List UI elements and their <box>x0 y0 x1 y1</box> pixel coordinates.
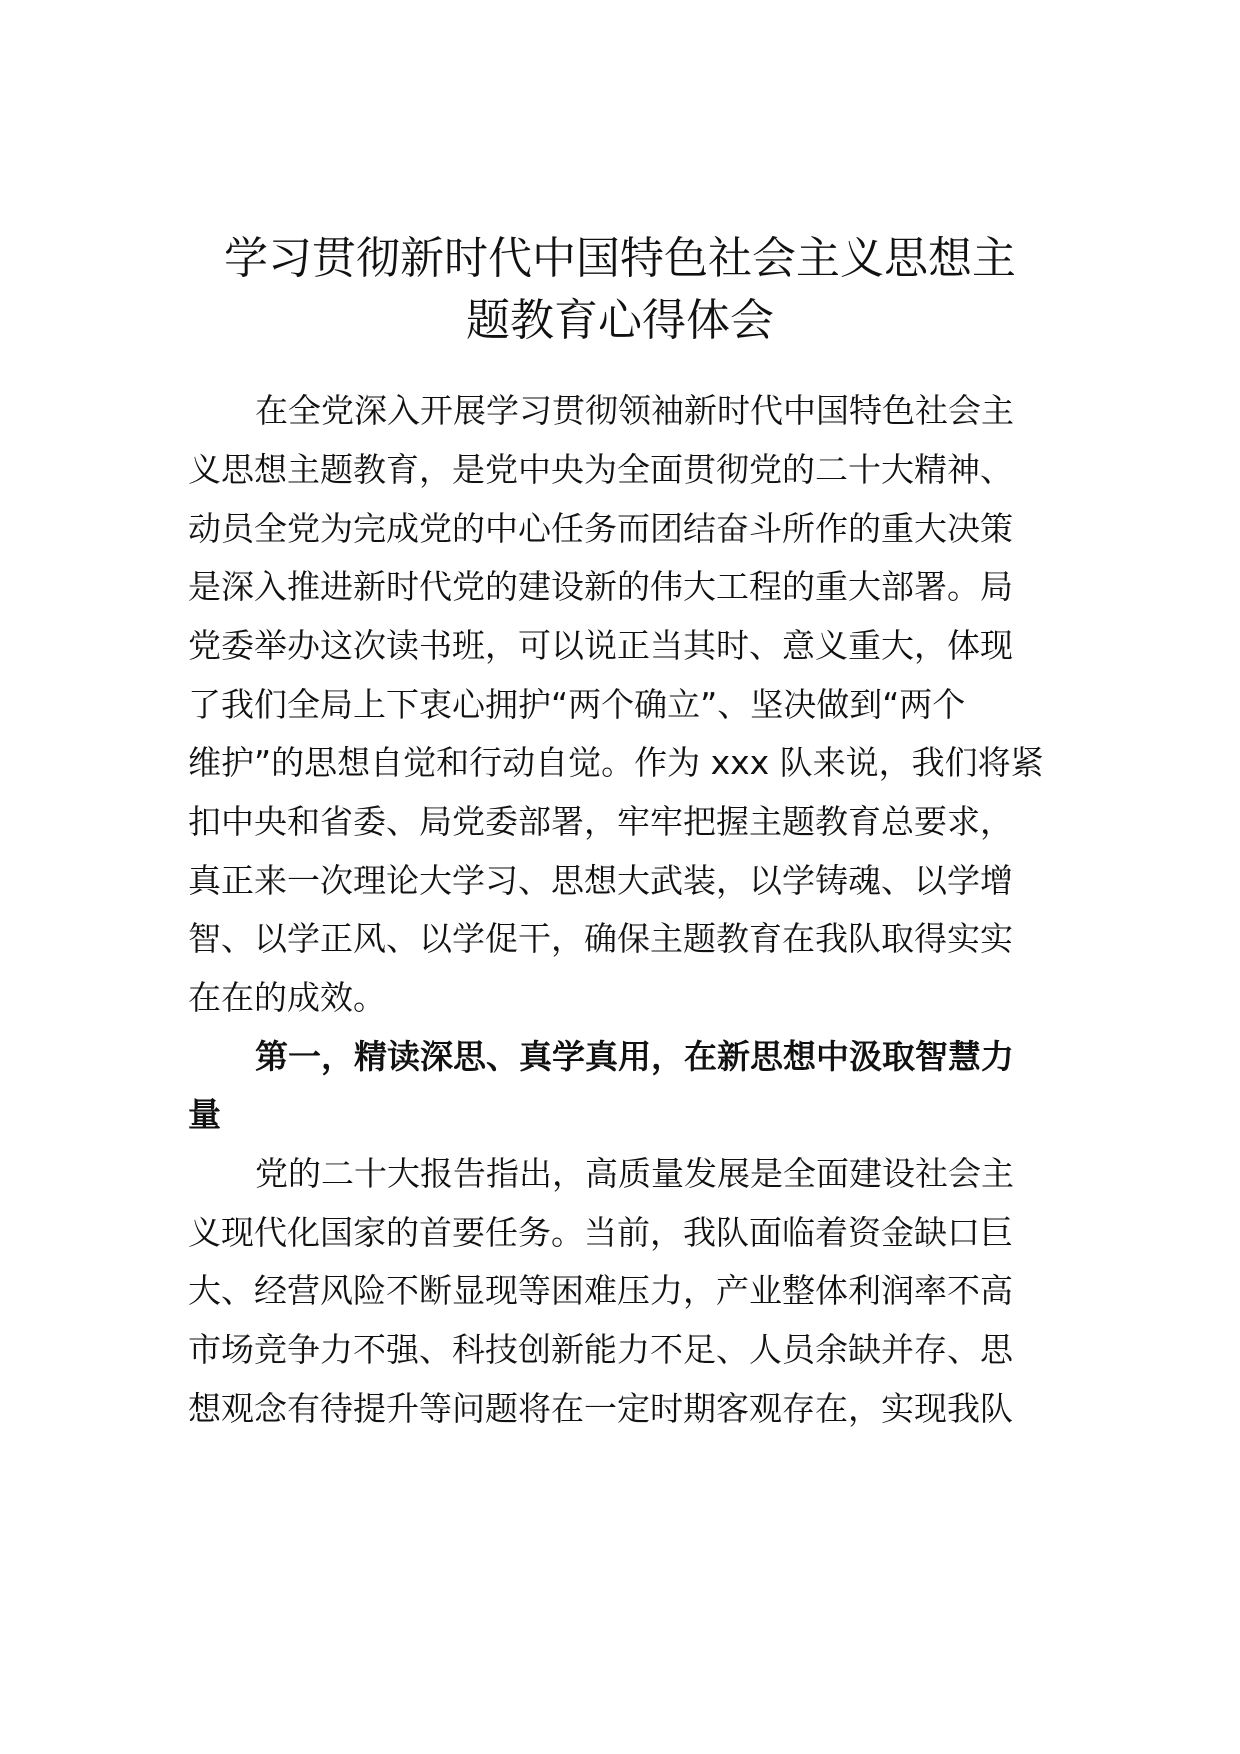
paragraph-line: 党的二十大报告指出，高质量发展是全面建设社会主 <box>255 1154 1014 1193</box>
paragraph-line: 义思想主题教育，是党中央为全面贯彻党的二十大精神、 <box>188 450 1013 489</box>
paragraph-line: 扣中央和省委、局党委部署，牢牢把握主题教育总要求， <box>188 802 1013 841</box>
paragraph-line: 大、经营风险不断显现等困难压力，产业整体利润率不高 <box>188 1271 1013 1310</box>
title-line: 题教育心得体会 <box>466 295 774 346</box>
paragraph-line: 市场竞争力不强、科技创新能力不足、人员余缺并存、思 <box>188 1330 1013 1369</box>
paragraph-line: 党委举办这次读书班，可以说正当其时、意义重大，体现 <box>188 626 1013 665</box>
paragraph-line: 是深入推进新时代党的建设新的伟大工程的重大部署。局 <box>188 567 1013 606</box>
title-line: 学习贯彻新时代中国特色社会主义思想主 <box>224 233 1016 284</box>
paragraph-line: 在全党深入开展学习贯彻领袖新时代中国特色社会主 <box>255 391 1014 430</box>
paragraph-line: 义现代化国家的首要任务。当前，我队面临着资金缺口巨 <box>188 1213 1013 1252</box>
paragraph-line: 真正来一次理论大学习、思想大武装，以学铸魂、以学增 <box>188 861 1013 900</box>
paragraph-line: 动员全党为完成党的中心任务而团结奋斗所作的重大决策 <box>188 509 1013 548</box>
section-heading-line: 量 <box>188 1095 221 1134</box>
paragraph-line: 智、以学正风、以学促干，确保主题教育在我队取得实实 <box>188 919 1013 958</box>
paragraph-line: 想观念有待提升等问题将在一定时期客观存在，实现我队 <box>188 1389 1013 1428</box>
section-heading-line: 第一，精读深思、真学真用，在新思想中汲取智慧力 <box>255 1037 1014 1076</box>
document-title <box>150 228 1090 352</box>
paragraph-line: 在在的成效。 <box>188 978 386 1017</box>
paragraph-line: 了我们全局上下衷心拥护“两个确立”、坚决做到“两个 <box>188 685 966 724</box>
paragraph-line: 维护”的思想自觉和行动自觉。作为 xxx 队来说，我们将紧 <box>188 743 1044 782</box>
